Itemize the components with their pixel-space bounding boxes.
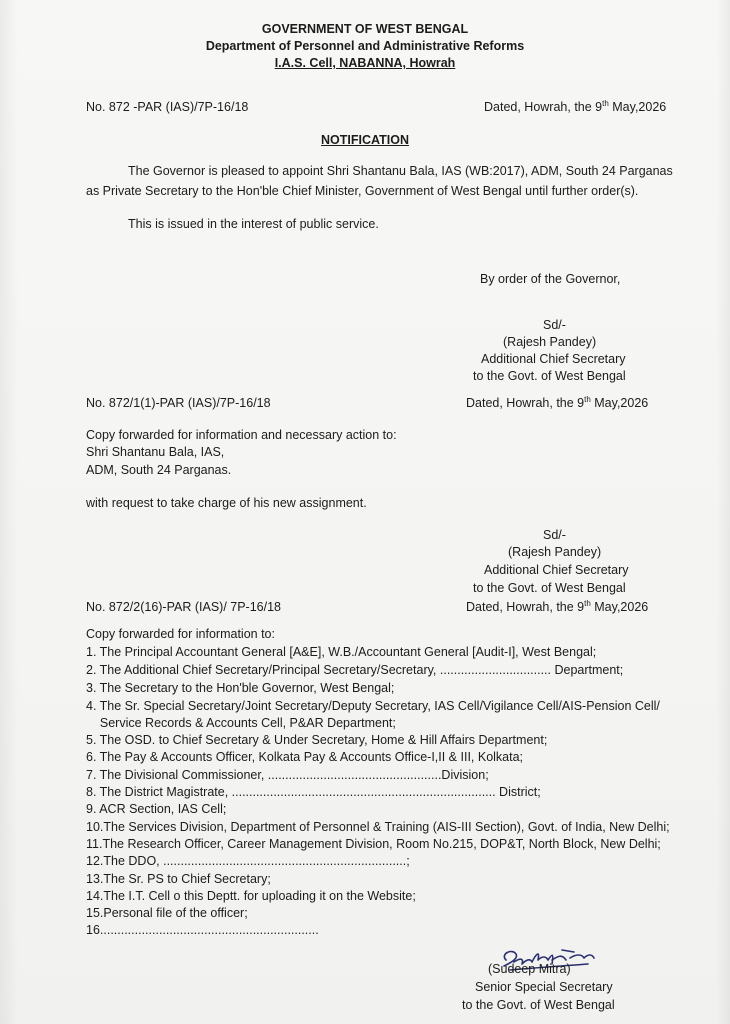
list-item: 5. The OSD. to Chief Secretary & Under Secretary, Home & Hill Affairs Department; [86,733,548,747]
list-item: 6. The Pay & Accounts Officer, Kolkata Pay & Accounts Office-I,II & III, Kolkata; [86,750,524,764]
list-item: 3. The Secretary to the Hon'ble Governor, West Bengal; [86,681,395,695]
order1-para1-line1: The Governor is pleased to appoint Shri Shantanu Bala, IAS (WB:2017), ADM, South 24 Parganas [128,164,673,178]
order1-date [484,100,666,115]
order1-by-order: By order of the Governor, [480,272,621,286]
order2-date [466,396,648,411]
order2-date-suffix: May,2026 [590,396,649,410]
list-item: 13.The Sr. PS to Chief Secretary; [86,872,271,886]
order3-date-prefix: Dated, Howrah, the 9 [466,600,585,614]
order3-copy-line: Copy forwarded for information to: [86,627,275,641]
notification-title [0,133,730,148]
list-item: 15.Personal file of the officer; [86,906,248,920]
order1-para1-line2: as Private Secretary to the Hon'ble Chief Minister, Government of West Bengal until further order(s). [86,184,639,198]
header-department: Department of Personnel and Administrative Reforms [205,39,525,53]
order2-signatory: (Rajesh Pandey) [508,545,602,559]
list-item: 1. The Principal Accountant General [A&E], W.B./Accountant General [Audit-I], West Bengal; [86,645,597,659]
list-item: 9. ACR Section, IAS Cell; [86,802,227,816]
order1-date-prefix: Dated, Howrah, the 9 [484,100,603,114]
list-item: 4. The Sr. Special Secretary/Joint Secretary/Deputy Secretary, IAS Cell/Vigilance Cell/AIS-Pension Cell/ [86,699,660,713]
notification-title-text: NOTIFICATION [321,133,409,147]
order3-designation2: to the Govt. of West Bengal [462,998,615,1012]
order3-date-sup: th [584,598,591,608]
list-item: 10.The Services Division, Department of Personnel & Training (AIS-III Section), Govt. of India, New Delhi; [86,820,670,834]
order2-designation: Additional Chief Secretary [484,563,629,577]
order2-date-prefix: Dated, Howrah, the 9 [466,396,585,410]
list-item: 8. The District Magistrate, ............................................................................ District; [86,785,541,799]
order2-number: No. 872/1(1)-PAR (IAS)/7P-16/18 [86,396,271,410]
list-item: 16............................................................... [86,923,319,937]
order3-date-suffix: May,2026 [590,600,649,614]
header-government: GOVERNMENT OF WEST BENGAL [261,22,469,36]
order1-para2: This is issued in the interest of public service. [128,217,379,231]
order2-addressee2: ADM, South 24 Parganas. [86,463,232,477]
order1-date-sup: th [602,98,609,108]
order3-number: No. 872/2(16)-PAR (IAS)/ 7P-16/18 [86,600,281,614]
order1-designation2: to the Govt. of West Bengal [473,369,626,383]
list-item: 7. The Divisional Commissioner, ..................................................Division; [86,768,489,782]
order2-date-sup: th [584,394,591,404]
order3-date [466,600,648,615]
order1-number: No. 872 -PAR (IAS)/7P-16/18 [86,100,249,114]
order1-sd: Sd/- [543,318,566,332]
list-item: 11.The Research Officer, Career Management Division, Room No.215, DOP&T, North Block, New Delhi; [86,837,661,851]
order2-sd: Sd/- [543,528,566,542]
list-item: 14.The I.T. Cell o this Deptt. for uploading it on the Website; [86,889,416,903]
list-item: 2. The Additional Chief Secretary/Principal Secretary/Secretary, ................................ Department; [86,663,624,677]
order2-request: with request to take charge of his new assignment. [86,496,367,510]
order2-copy-line: Copy forwarded for information and necessary action to: [86,428,397,442]
order2-addressee1: Shri Shantanu Bala, IAS, [86,445,225,459]
order1-date-suffix: May,2026 [608,100,667,114]
list-item: Service Records & Accounts Cell, P&AR Department; [86,716,396,730]
order2-designation2: to the Govt. of West Bengal [473,581,626,595]
list-item: 12.The DDO, ......................................................................; [86,854,410,868]
order3-signatory: (Sudeep Mitra) [488,962,571,976]
order1-designation: Additional Chief Secretary [481,352,626,366]
order1-signatory: (Rajesh Pandey) [503,335,597,349]
order3-designation: Senior Special Secretary [475,980,613,994]
header-cell-text: I.A.S. Cell, NABANNA, Howrah [274,56,456,70]
header-cell [0,56,730,71]
